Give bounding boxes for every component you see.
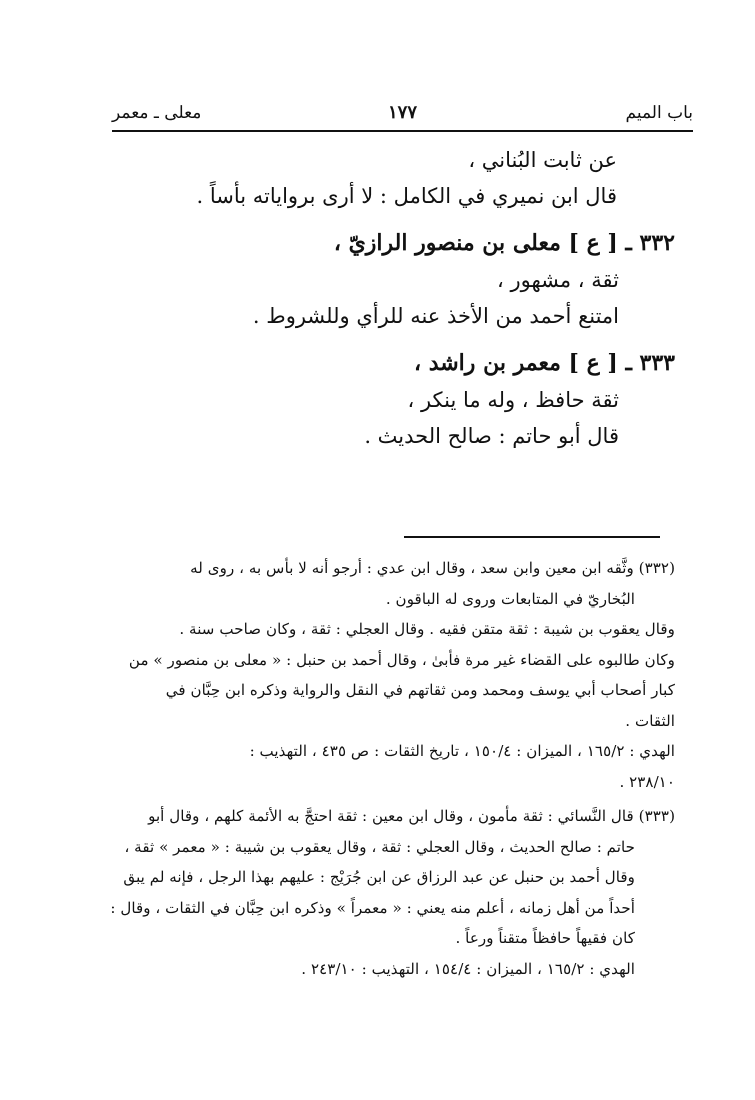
footnote-line: حاتم : صالح الحديث ، وقال العجلي : ثقة ، وقال يعقوب بن شيبة : « معمر » ثقة ، [124,837,635,856]
footnote-333 [108,801,675,984]
footnote-line: وقال يعقوب بن شيبة : ثقة متقن فقيه . وقال العجلي : ثقة ، وكان صاحب سنة . [179,620,675,638]
footnote-line: وقال أحمد بن حنبل عن عبد الرزاق عن ابن جُرَيْج : عليهم بهذا الرجل ، فإنه لم يبق [123,868,635,886]
entry-line: قال أبو حاتم : صالح الحديث . [364,424,619,448]
entry-line: امتنع أحمد من الأخذ عنه للرأي وللشروط . [252,304,619,328]
chapter-title: باب الميم [625,103,693,123]
footnote-line: ٢٣٨/١٠ . [619,772,675,791]
footnote-line: أحداً من أهل زمانه ، أعلم منه يعني : « معمراً » وذكره ابن حِبَّان في الثقات ، وقال : [110,898,635,917]
footnote-line: الهدي : ١٦٥/٢ ، الميزان : ١٥٤/٤ ، التهذيب : ٢٤٣/١٠ . [301,959,635,978]
main-text [100,142,675,454]
entry-heading-text: ٣٣٢ ـ [ ع ] معلى بن منصور الرازيّ ، [333,230,675,256]
footnote-line: الهدي : ١٦٥/٢ ، الميزان : ١٥٠/٤ ، تاريخ الثقات : ص ٤٣٥ ، التهذيب : [249,742,675,760]
footnote-line: البُخاريّ في المتابعات وروى له الباقون . [385,589,635,608]
running-header [112,96,693,132]
entry-heading-333 [100,344,675,382]
entry-line: ثقة ، مشهور ، [497,268,619,292]
entry-range: معلى ـ معمر [112,103,202,123]
entry-line: ثقة حافظ ، وله ما ينكر ، [407,388,619,412]
footnote-separator [404,536,660,538]
footnote-332 [108,553,675,797]
footnote-line: (٣٣٣) قال النَّسائي : ثقة مأمون ، وقال ابن معين : ثقة احتجَّ به الأئمة كلهم ، وقال أبو [148,807,675,825]
footnote-line: (٣٣٢) وثَّقه ابن معين وابن سعد ، وقال ابن عدي : أرجو أنه لا بأس به ، روى له [190,559,675,577]
entry-heading-text: ٣٣٣ ـ [ ع ] معمر بن راشد ، [413,350,675,376]
page-number: ١٧٧ [387,102,417,123]
footnote-line: كان فقيهاً حافظاً متقناً ورعاً . [455,929,635,947]
footnote-line: كبار أصحاب أبي يوسف ومحمد ومن ثقاتهم في النقل والرواية وذكره ابن حِبَّان في [165,681,675,699]
footnote-line: الثقات . [625,711,675,730]
continued-line: قال ابن نميري في الكامل : لا أرى برواياته بأساً . [196,184,617,208]
footnotes [108,553,675,988]
continued-line: عن ثابت البُناني ، [468,148,617,172]
footnote-line: وكان طالبوه على القضاء غير مرة فأبىٰ ، وقال أحمد بن حنبل : « معلى بن منصور » من [128,650,675,669]
entry-heading-332 [100,224,675,262]
